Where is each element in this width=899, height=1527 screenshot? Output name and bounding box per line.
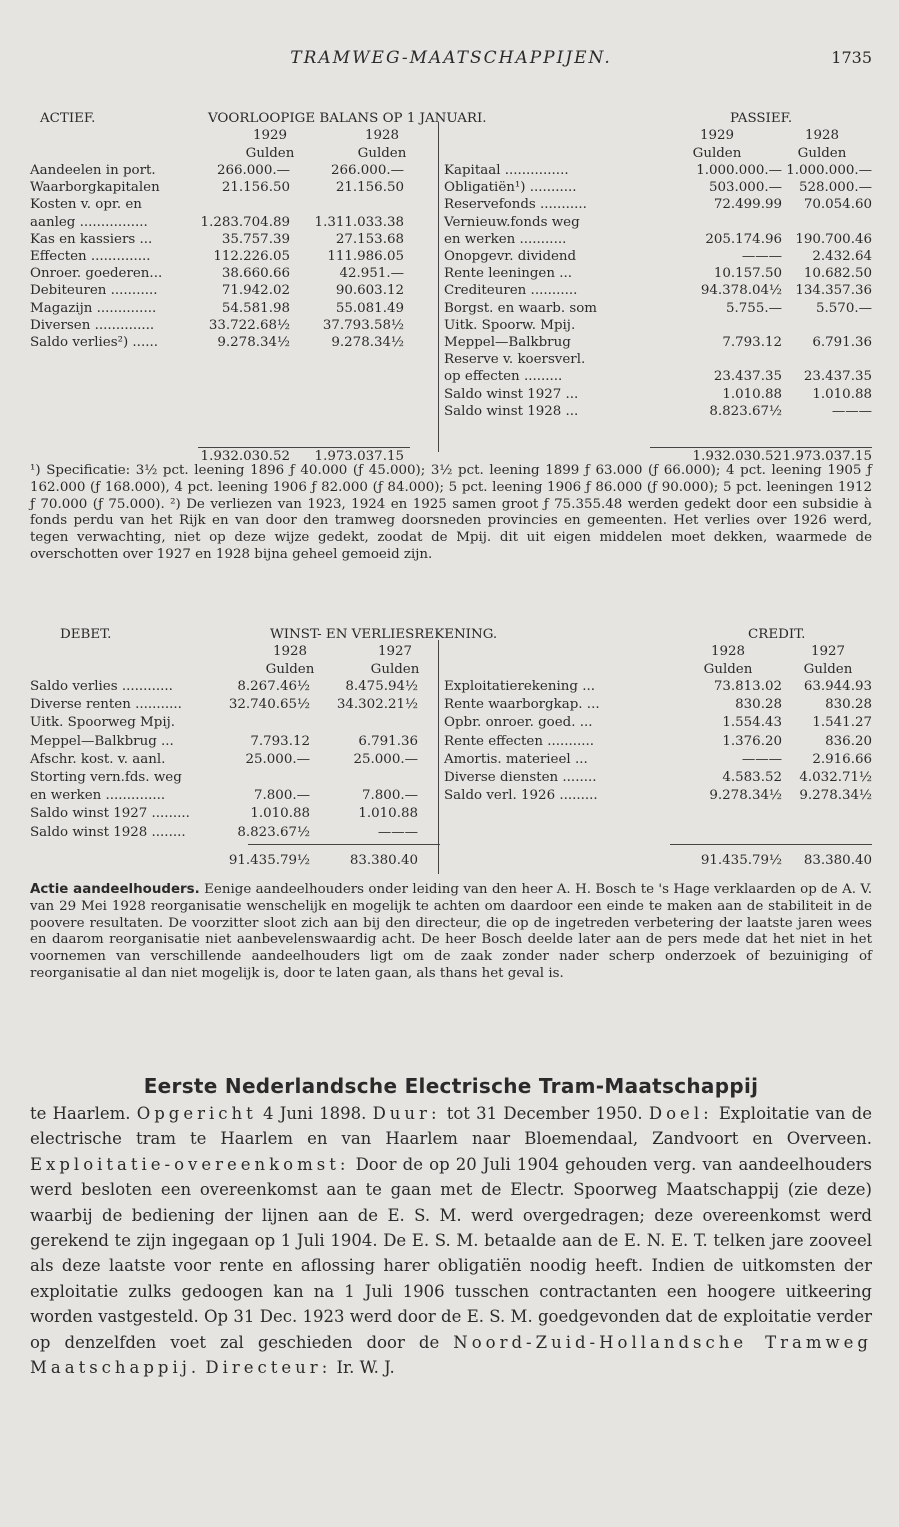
actie-text: Eenige aandeelhouders onder leiding van den heer A. H. Bosch te 's Hage verklaarden op de A. V. van 29 Mei 1928 reorganisatie wenschelijk en mogelijk te achten om daardoor een einde te maken aan de stabiliteit in de poovere resultaten. De voorzitter sloot zich aan bij den directeur, die op de ingetreden verbetering der laatste jaren wees en daarom reorganisatie niet aanbevelenswaardig acht. De heer Bosch deelde later aan de pers mede dat het niet in het voornemen van verschillende aandeelhouders ligt om de zaak zonder nader scherp onderzoek of bezuiniging of reorganisatie al dan niet mogelijk is, door te laten gaan, als thans het geval is. xyxy=(30,882,872,981)
balance-actief-row-value-1: 54.581.98 xyxy=(221,300,290,316)
balance-actief-row-value-2: 37.793.58½ xyxy=(322,317,404,333)
actief-year-1929: 1929 xyxy=(252,128,288,143)
balance-passief-row-value-1: 72.499.99 xyxy=(713,197,782,213)
pl-debet-row-value-2: 1.010.88 xyxy=(358,806,418,822)
balance-actief-row-value-1: 21.156.50 xyxy=(221,180,290,196)
balance-actief-row-value-2: 1.311.033.38 xyxy=(314,214,404,230)
exploitatie-label: Exploitatie-overeenkomst: xyxy=(30,1154,350,1174)
opgericht-label: Opgericht xyxy=(136,1104,257,1123)
actief-total-1928: 1.973.037.15 xyxy=(314,449,404,464)
directeur-label: Directeur: xyxy=(205,1358,332,1378)
debet-total-1: 91.435.79½ xyxy=(228,853,310,868)
balance-passief-row-label: en werken ........... xyxy=(444,231,567,247)
balance-actief-row-label: Effecten .............. xyxy=(30,249,151,264)
balance-actief-row-value-1: 33.722.68½ xyxy=(208,317,290,333)
actief-label: ACTIEF. xyxy=(40,111,96,126)
pl-debet-row-value-2: 34.302.21½ xyxy=(336,697,418,713)
balance-passief-row-value-1: 1.000.000.— xyxy=(696,163,782,178)
header-title: TRAMWEG-MAATSCHAPPIJEN. xyxy=(290,48,612,68)
balance-passief-row-label: Reserve v. koersverl. xyxy=(444,352,586,368)
balance-passief-row-value-2: 23.437.35 xyxy=(803,369,872,385)
debet-unit-2: Gulden xyxy=(370,662,420,677)
pl-debet-row-label: Uitk. Spoorweg Mpij. xyxy=(30,715,176,731)
credit-total-1: 91.435.79½ xyxy=(700,853,782,868)
passief-unit-1: Gulden xyxy=(692,146,742,161)
balance-actief-row-label: Onroer. goederen... xyxy=(30,266,163,282)
passief-total-1928: 1.973.037.15 xyxy=(782,449,872,464)
pl-credit-row-label: Amortis. materieel ... xyxy=(444,751,588,767)
pl-credit-row-value-2: 1.541.27 xyxy=(812,715,872,731)
pl-credit-row-value-1: 1.554.43 xyxy=(722,715,782,731)
debet-unit-1: Gulden xyxy=(265,662,315,677)
balance-passief-row-value-1: 1.010.88 xyxy=(722,386,782,402)
balance-passief-row-label: op effecten ......... xyxy=(444,369,563,385)
pl-debet-row-value-2: 7.800.— xyxy=(362,788,418,804)
duur-label: Duur: xyxy=(372,1104,441,1123)
pl-debet-row-value-1: 25.000.— xyxy=(245,751,310,767)
pl-credit-row-value-1: 73.813.02 xyxy=(713,679,782,694)
actief-unit-2: Gulden xyxy=(357,146,407,161)
exploitatie-text: Door de op 20 Juli 1904 gehouden verg. van aandeelhouders werd besloten een overeenkomst aan te gaan met de Electr. Spoorweg Maatschappij (zie deze) waarbij de bediening der lijnen aan de E. S. M. werd overgedragen; deze overeenkomst werd gerekend te zijn ingegaan op 1 Juli 1904. De E. S. M. betaalde aan de E. N. E. T. telken jare zooveel als deze laatste voor rente en aflossing harer obligatiën noodig heeft. Indien de uitkomsten der exploitatie zulks gedoogen kan na 1 Juli 1906 tusschen contractanten een hoogere uitkeering worden vastgesteld. Op 31 Dec. 1923 werd door de E. S. M. goedgevonden dat de exploitatie verder op denzelfden voet zal geschieden door de xyxy=(30,1154,872,1352)
pl-debet-row-value-2: ——— xyxy=(377,824,418,840)
pl-credit-row-label: Diverse diensten ........ xyxy=(444,770,597,785)
pl-debet-row-label: en werken .............. xyxy=(30,788,166,804)
balance-passief-row-label: Rente leeningen ... xyxy=(444,266,573,282)
pl-title: WINST- EN VERLIESREKENING. xyxy=(270,627,498,642)
pl-credit-row-value-1: 830.28 xyxy=(735,697,782,713)
balance-passief-row-value-2: ——— xyxy=(831,403,872,419)
actief-total-1929: 1.932.030.52 xyxy=(200,449,290,464)
passief-year-1928: 1928 xyxy=(804,128,840,143)
credit-unit-2: Gulden xyxy=(803,662,853,677)
passief-total-1929: 1.932.030.52 xyxy=(692,449,782,464)
footnotes-text: ¹) Specificatie: 3½ pct. leening 1896 ƒ 40.000 (ƒ 45.000); 3½ pct. leening 1899 ƒ 63.000 (ƒ 66.000); 4 pct. leening 1905 ƒ 162.000 (ƒ 168.000), 4 pct. leening 1906 ƒ 82.000 (ƒ 84.000); 5 pct. leening 1906 ƒ 86.000 (ƒ 90.000); 5 pct. leeningen 1912 ƒ 70.000 (ƒ 75.000). ²) De verliezen van 1923, 1924 en 1925 samen groot ƒ 75.355.48 werden gedekt door een subsidie à fonds perdu van het Rijk en van door den tramweg doorsneden provincies en gemeenten. Het verlies over 1926 werd, tegen verwachting, niet op deze wijze gedekt, zoodat de Mpij. dit uit eigen middelen moet dekken, waarmede de overschotten over 1927 en 1928 bijna geheel gemoeid zijn. xyxy=(30,463,872,562)
pl-credit-row-label: Saldo verl. 1926 ......... xyxy=(444,788,598,804)
pl-credit-row-value-1: 1.376.20 xyxy=(722,733,782,749)
balance-passief-row-label: Obligatiën¹) ........... xyxy=(444,180,577,196)
pl-credit-row-label: Rente effecten ........... xyxy=(444,733,595,749)
exploitatie-company: Noord-Zuid-Hollandsche Tramweg Maatschappij. xyxy=(30,1332,872,1378)
pl-credit-row-value-1: 4.583.52 xyxy=(722,770,782,785)
balance-passief-row-value-1: 5.755.— xyxy=(726,300,782,316)
balance-actief-row-value-2: 9.278.34½ xyxy=(331,335,404,350)
passief-year-1929: 1929 xyxy=(699,128,735,143)
pl-debet-row-value-1: 8.267.46½ xyxy=(237,679,310,694)
doel-value: Exploitatie van de electrische tram te Haarlem en van Haarlem naar Bloemendaal, Zandvoort en Overveen. xyxy=(30,1104,872,1149)
balance-actief-row-label: Magazijn .............. xyxy=(30,300,157,316)
balance-actief-row-label: aanleg ................ xyxy=(30,214,148,230)
actie-aandeelhouders xyxy=(30,882,872,983)
balance-actief-row-label: Diversen .............. xyxy=(30,317,155,333)
company-seat: te Haarlem. xyxy=(30,1104,131,1123)
balance-passief-row-value-1: 8.823.67½ xyxy=(709,403,782,419)
balance-actief-row-value-1: 71.942.02 xyxy=(221,283,290,299)
pl-credit-row-value-2: 830.28 xyxy=(825,697,872,713)
balance-passief-row-value-1: 23.437.35 xyxy=(713,369,782,385)
balance-passief-row-label: Reservefonds ........... xyxy=(444,197,587,213)
balance-actief-row-label: Saldo verlies²) ...... xyxy=(30,335,158,350)
pl-debet-row-value-1: 1.010.88 xyxy=(250,806,310,822)
pl-debet-row-value-1: 7.793.12 xyxy=(250,733,310,749)
credit-total-2: 83.380.40 xyxy=(803,853,872,868)
directeur-value: Ir. W. J. xyxy=(336,1358,395,1378)
balance-actief-row-value-1: 38.660.66 xyxy=(221,266,290,282)
balance-passief-row-label: Onopgevr. dividend xyxy=(444,249,577,264)
debet-total-2: 83.380.40 xyxy=(349,853,418,868)
pl-credit-row-value-2: 9.278.34½ xyxy=(799,788,872,804)
pl-credit-row-value-2: 4.032.71½ xyxy=(799,770,872,785)
pl-credit-row-value-2: 836.20 xyxy=(825,733,872,749)
pl-credit-row-label: Rente waarborgkap. ... xyxy=(444,697,600,713)
balance-sheet xyxy=(30,110,872,465)
pl-debet-row-label: Meppel—Balkbrug ... xyxy=(30,733,174,749)
credit-unit-1: Gulden xyxy=(703,662,753,677)
balance-passief-row-label: Vernieuw.fonds weg xyxy=(444,214,580,230)
pl-credit-row-label: Exploitatierekening ... xyxy=(444,679,595,694)
balance-actief-row-label: Kosten v. opr. en xyxy=(30,197,142,213)
pl-credit-row-value-1: 9.278.34½ xyxy=(709,788,782,804)
balance-actief-row-label: Kas en kassiers ... xyxy=(30,231,153,247)
credit-year-1: 1928 xyxy=(710,644,746,659)
balance-actief-row-value-1: 35.757.39 xyxy=(221,231,290,247)
balance-footnotes xyxy=(30,463,872,564)
balance-actief-row-label: Waarborgkapitalen xyxy=(30,180,160,196)
balance-actief-row-value-2: 55.081.49 xyxy=(335,300,404,316)
passief-unit-2: Gulden xyxy=(797,146,847,161)
balance-passief-row-value-2: 10.682.50 xyxy=(803,266,872,282)
debet-label: DEBET. xyxy=(60,627,112,642)
balance-passief-row-value-2: 190.700.46 xyxy=(795,231,872,247)
company-name: Eerste Nederlandsche Electrische Tram-Maatschappij xyxy=(143,1074,759,1098)
actief-year-1928: 1928 xyxy=(364,128,400,143)
balance-passief-row-value-1: 10.157.50 xyxy=(713,266,782,282)
pl-debet-row-value-1: 7.800.— xyxy=(254,788,310,804)
pl-credit-row-value-2: 2.916.66 xyxy=(812,751,872,767)
balance-passief-row-label: Uitk. Spoorw. Mpij. xyxy=(444,317,576,333)
balance-passief-row-value-1: 94.378.04½ xyxy=(700,283,782,299)
pl-credit-row-label: Opbr. onroer. goed. ... xyxy=(444,715,593,731)
company-description xyxy=(30,1101,872,1380)
balance-passief-row-label: Borgst. en waarb. som xyxy=(444,300,597,316)
balance-passief-row-value-2: 134.357.36 xyxy=(795,283,872,299)
balance-passief-row-label: Saldo winst 1928 ... xyxy=(444,403,579,419)
pl-debet-row-label: Afschr. kost. v. aanl. xyxy=(30,751,166,767)
pl-debet-row-label: Diverse renten ........... xyxy=(30,697,182,713)
balance-actief-row-label: Debiteuren ........... xyxy=(30,283,158,299)
balance-passief-row-value-2: 528.000.— xyxy=(798,180,872,196)
balance-actief-row-value-2: 266.000.— xyxy=(330,163,404,178)
passief-label: PASSIEF. xyxy=(730,111,793,126)
page-number: 1735 xyxy=(831,48,872,67)
balance-passief-row-value-2: 1.010.88 xyxy=(812,386,872,402)
pl-credit-row-value-2: 63.944.93 xyxy=(803,679,872,694)
balance-actief-row-value-2: 27.153.68 xyxy=(335,231,404,247)
pl-debet-row-label: Saldo winst 1927 ......... xyxy=(30,806,190,822)
balance-passief-row-value-1: 205.174.96 xyxy=(705,231,782,247)
balance-passief-row-value-1: 503.000.— xyxy=(708,180,782,196)
pl-credit-row-value-1: ——— xyxy=(741,751,782,767)
balance-passief-row-label: Meppel—Balkbrug xyxy=(444,335,571,350)
balance-actief-row-value-1: 112.226.05 xyxy=(213,249,290,264)
balance-actief-row-value-1: 266.000.— xyxy=(216,163,290,178)
balance-passief-row-value-1: ——— xyxy=(741,249,782,264)
actie-heading: Actie aandeelhouders. xyxy=(30,882,200,897)
actief-unit-1: Gulden xyxy=(245,146,295,161)
balance-passief-row-value-2: 2.432.64 xyxy=(812,249,872,264)
doel-label: Doel: xyxy=(648,1104,713,1123)
column-divider xyxy=(438,122,439,452)
pl-debet-row-value-2: 6.791.36 xyxy=(358,733,418,749)
balance-actief-row-value-2: 42.951.— xyxy=(339,266,404,282)
balance-passief-row-label: Kapitaal ............... xyxy=(444,163,569,178)
balance-actief-row-value-2: 90.603.12 xyxy=(335,283,404,299)
balance-passief-row-value-2: 70.054.60 xyxy=(803,197,872,213)
balance-actief-row-value-1: 9.278.34½ xyxy=(217,335,290,350)
pl-debet-row-value-2: 8.475.94½ xyxy=(345,679,418,694)
credit-year-2: 1927 xyxy=(810,644,846,659)
balance-title: VOORLOOPIGE BALANS OP 1 JANUARI. xyxy=(208,111,487,126)
balance-passief-row-value-2: 6.791.36 xyxy=(812,335,872,350)
pl-column-divider xyxy=(438,640,439,874)
duur-value: tot 31 December 1950. xyxy=(446,1104,643,1123)
pl-debet-row-label: Saldo winst 1928 ........ xyxy=(30,824,186,840)
credit-total-rule xyxy=(670,844,872,845)
debet-total-rule xyxy=(248,844,440,845)
balance-actief-row-label: Aandeelen in port. xyxy=(30,163,156,178)
pl-debet-row-value-1: 32.740.65½ xyxy=(228,697,310,713)
balance-actief-row-value-1: 1.283.704.89 xyxy=(200,214,290,230)
pl-debet-row-value-2: 25.000.— xyxy=(353,751,418,767)
profit-loss-account xyxy=(30,626,872,876)
balance-passief-row-label: Saldo winst 1927 ... xyxy=(444,386,579,402)
pl-debet-row-value-1: 8.823.67½ xyxy=(237,824,310,840)
balance-passief-row-value-1: 7.793.12 xyxy=(722,335,782,350)
balance-passief-row-value-2: 1.000.000.— xyxy=(786,163,872,178)
balance-actief-row-value-2: 21.156.50 xyxy=(335,180,404,196)
balance-passief-row-value-2: 5.570.— xyxy=(816,300,872,316)
running-header xyxy=(30,48,872,76)
balance-actief-row-value-2: 111.986.05 xyxy=(327,249,404,264)
debet-year-1: 1928 xyxy=(272,644,308,659)
balance-passief-row-label: Crediteuren ........... xyxy=(444,283,578,299)
debet-year-2: 1927 xyxy=(377,644,413,659)
pl-debet-row-label: Saldo verlies ............ xyxy=(30,679,173,694)
credit-label: CREDIT. xyxy=(748,627,806,642)
pl-debet-row-label: Storting vern.fds. weg xyxy=(30,770,182,785)
opgericht-value: 4 Juni 1898. xyxy=(263,1104,367,1123)
